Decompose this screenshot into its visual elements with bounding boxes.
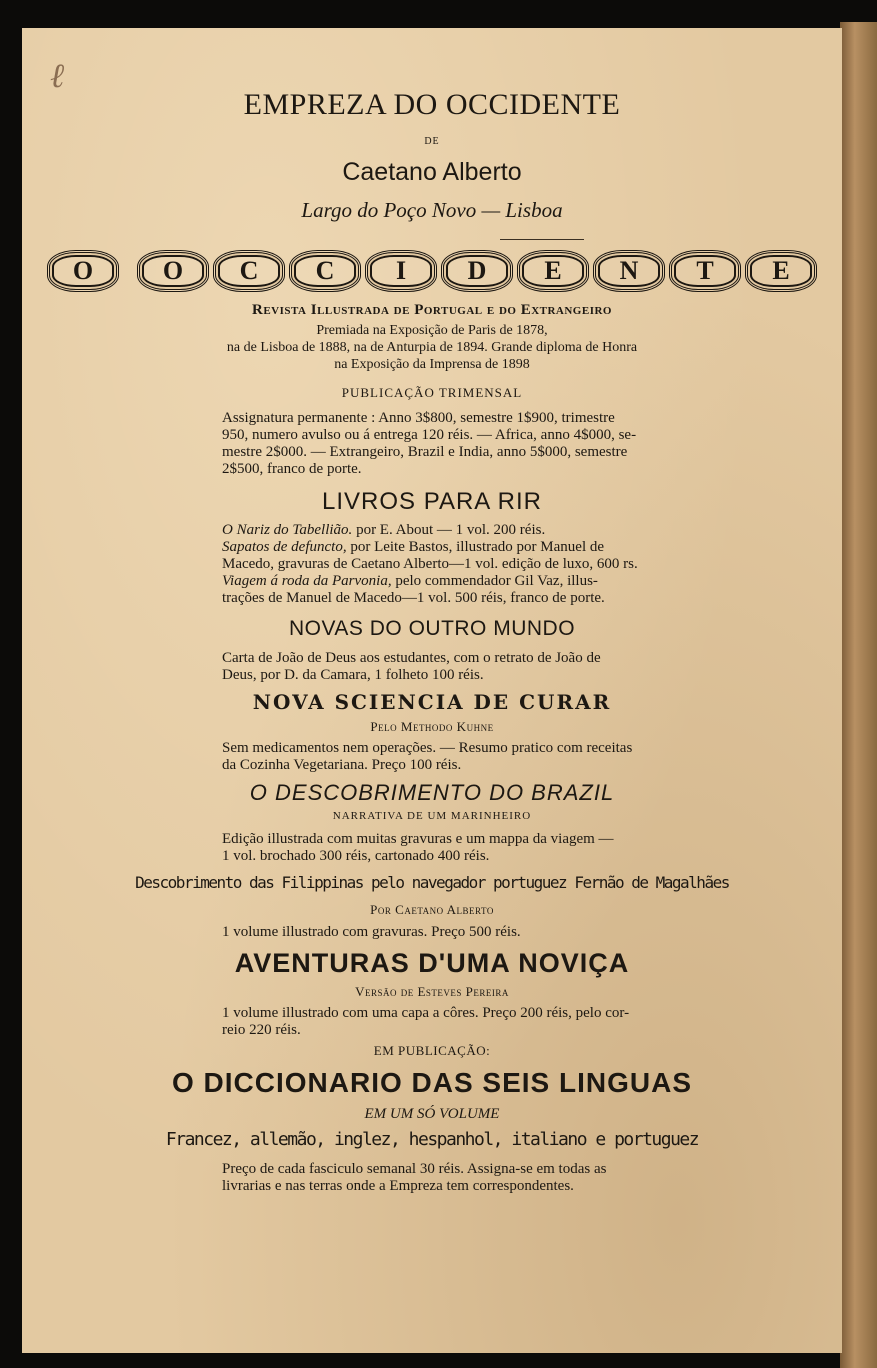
novica-heading: AVENTURAS D'UMA NOVIÇA bbox=[234, 948, 630, 978]
filippinas-line-1: 1 volume illustrado com gravuras. Preço 500 réis. bbox=[222, 924, 521, 940]
novica-line-2: reio 220 réis. bbox=[222, 1022, 301, 1038]
novas-heading: NOVAS DO OUTRO MUNDO bbox=[288, 617, 576, 640]
sciencia-heading: NOVA SCIENCIA DE CURAR bbox=[252, 690, 612, 714]
diccionario-line-2: livrarias e nas terras onde a Empreza tem correspondentes. bbox=[222, 1178, 574, 1194]
brazil-line-1: Edição illustrada com muitas gravuras e um mappa da viagem — bbox=[222, 831, 614, 847]
masthead-letter: O bbox=[47, 250, 119, 292]
filippinas-sub: Por Caetano Alberto bbox=[370, 902, 494, 917]
sciencia-sub: Pelo Methodo Kuhne bbox=[370, 719, 494, 734]
divider bbox=[500, 239, 584, 240]
diccionario-heading: O DICCIONARIO DAS SEIS LINGUAS bbox=[171, 1067, 693, 1098]
livros-line-4: Viagem á roda da Parvonia, pelo commendador Gil Vaz, illus- bbox=[222, 573, 598, 589]
prize-line-2: na de Lisboa de 1888, na de Anturpia de 1894. Grande diploma de Honra bbox=[226, 340, 638, 355]
masthead-letter: E bbox=[517, 250, 589, 292]
diccionario-sub: EM UM SÓ VOLUME bbox=[364, 1106, 500, 1122]
novas-line-2: Deus, por D. da Camara, 1 folheto 100 réis. bbox=[222, 667, 484, 683]
livros-heading: LIVROS PARA RIR bbox=[322, 488, 542, 515]
brazil-line-2: 1 vol. brochado 300 réis, cartonado 400 réis. bbox=[222, 848, 490, 864]
sciencia-line-2: da Cozinha Vegetariana. Preço 100 réis. bbox=[222, 757, 462, 773]
masthead-occidente bbox=[22, 250, 842, 292]
livros-line-3: Macedo, gravuras de Caetano Alberto—1 vol. edição de luxo, 600 rs. bbox=[222, 556, 638, 572]
assignatura-line-4: 2$500, franco de porte. bbox=[222, 461, 362, 477]
company-name: EMPREZA DO OCCIDENTE bbox=[243, 88, 621, 121]
handwritten-mark: ℓ bbox=[50, 58, 65, 95]
livros-line-2: Sapatos de defuncto, por Leite Bastos, illustrado por Manuel de bbox=[222, 539, 605, 555]
diccionario-languages: Francez, allemão, inglez, hespanhol, italiano e portuguez bbox=[165, 1129, 699, 1150]
novica-line-1: 1 volume illustrado com uma capa a côres. Preço 200 réis, pelo cor- bbox=[222, 1005, 630, 1021]
prize-line-3: na Exposição da Imprensa de 1898 bbox=[334, 357, 530, 372]
livros-line-1: O Nariz do Tabellião. por E. About — 1 vol. 200 réis. bbox=[222, 522, 546, 538]
masthead-letter: C bbox=[289, 250, 361, 292]
sciencia-line-1: Sem medicamentos nem operações. — Resumo pratico com receitas bbox=[222, 740, 633, 756]
masthead-letter: C bbox=[213, 250, 285, 292]
masthead-letter: T bbox=[669, 250, 741, 292]
masthead-letter: N bbox=[593, 250, 665, 292]
em-publicacao-label: EM PUBLICAÇÃO: bbox=[373, 1043, 491, 1058]
owner-name: Caetano Alberto bbox=[342, 158, 522, 186]
assignatura-line-1: Assignatura permanente : Anno 3$800, semestre 1$900, trimestre bbox=[222, 410, 615, 426]
assignatura-line-2: 950, numero avulso ou á entrega 120 réis. — Africa, anno 4$000, se- bbox=[222, 427, 637, 443]
prize-line-1: Premiada na Exposição de Paris de 1878, bbox=[316, 323, 548, 338]
masthead-letter: E bbox=[745, 250, 817, 292]
advertisement-page bbox=[22, 28, 842, 1353]
revista-subtitle: Revista Illustrada de Portugal e do Extrangeiro bbox=[252, 302, 612, 318]
masthead-letter: D bbox=[441, 250, 513, 292]
de-label: DE bbox=[424, 136, 440, 147]
address: Largo do Poço Novo — Lisboa bbox=[301, 198, 563, 222]
brazil-sub: NARRATIVA DE UM MARINHEIRO bbox=[332, 810, 532, 822]
novas-line-1: Carta de João de Deus aos estudantes, com o retrato de João de bbox=[222, 650, 601, 666]
masthead-letter: O bbox=[137, 250, 209, 292]
adjacent-page-edge bbox=[840, 22, 877, 1368]
diccionario-line-1: Preço de cada fasciculo semanal 30 réis. Assigna-se em todas as bbox=[222, 1161, 607, 1177]
filippinas-heading: Descobrimento das Filippinas pelo navegador portuguez Fernão de Magalhães bbox=[135, 873, 729, 892]
assignatura-line-3: mestre 2$000. — Extrangeiro, Brazil e India, anno 5$000, semestre bbox=[222, 444, 628, 460]
livros-line-5: trações de Manuel de Macedo—1 vol. 500 réis, franco de porte. bbox=[222, 590, 605, 606]
novica-sub: Versão de Esteves Pereira bbox=[355, 984, 509, 999]
brazil-heading: O DESCOBRIMENTO DO BRAZIL bbox=[249, 780, 615, 805]
publicacao-label: PUBLICAÇÃO TRIMENSAL bbox=[341, 385, 523, 400]
masthead-letter: I bbox=[365, 250, 437, 292]
